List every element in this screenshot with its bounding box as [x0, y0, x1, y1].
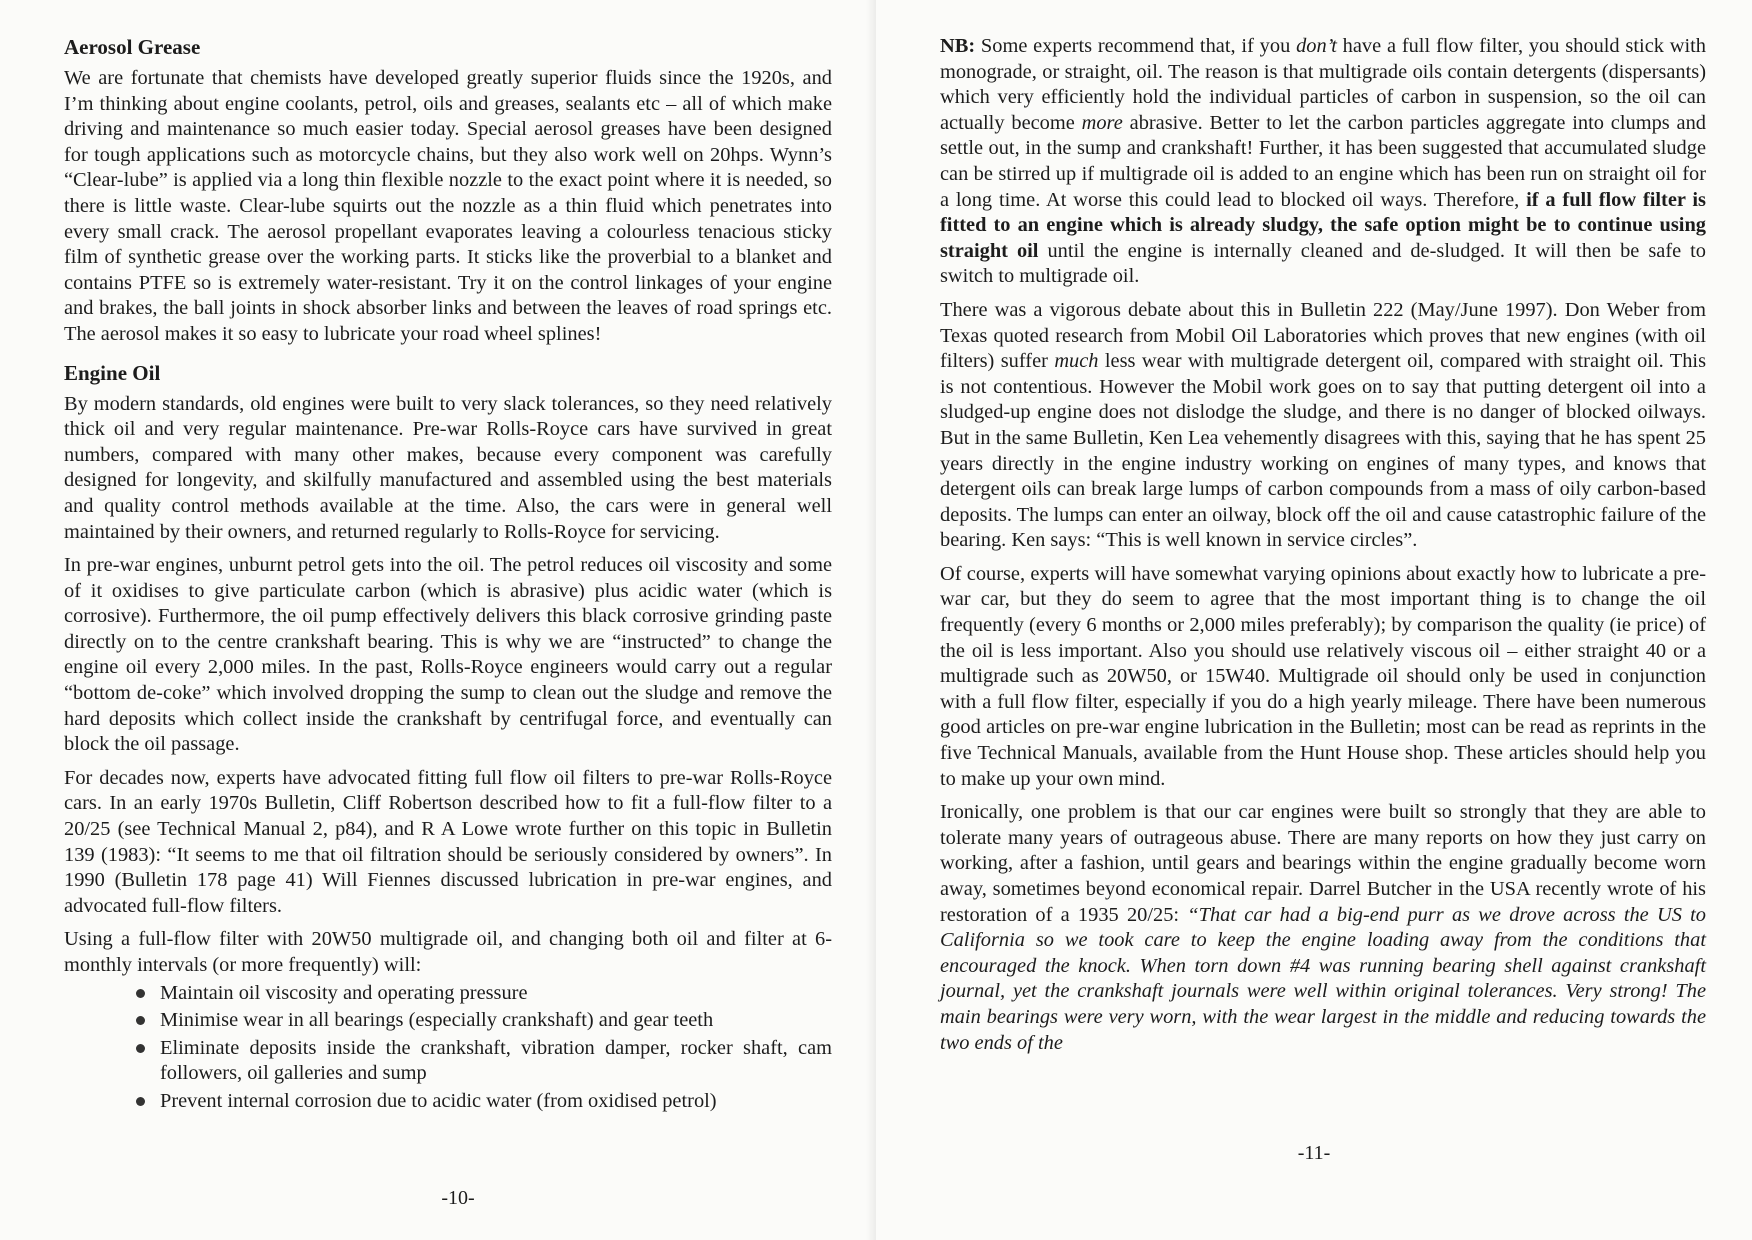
- list-item: [160, 1089, 832, 1115]
- paragraph-engine-oil-1: By modern standards, old engines were built to very slack tolerances, so they need relatively thick oil and very regular maintenance. Pre-war Rolls-Royce cars have survived in great numbers, compared with many other makes, because every component was carefully designed for longevity, and skilfully manufactured and assembled using the best materials and quality control methods available at the time. Also, the cars were in general well maintained by their owners, and returned regularly to Rolls-Royce for servicing.: [64, 392, 832, 543]
- nb-emphasis-2: more: [1081, 111, 1123, 134]
- debate-text-2: less wear with multigrade detergent oil, compared with straight oil. This is not contentious. However the Mobil work goes on to say that putting detergent oil into a sludged-up engine does not dislodge the sludge, and there is no danger of blocked oilways. But in the same Bulletin, Ken Lea vehemently disagrees with this, saying that he has spent 25 years directly in the engine industry working on engines of many types, and knows that detergent oils can break large lumps of carbon compounds from a mass of oily carbon-based deposits. The lumps can enter an oilway, block off the oil and cause catastrophic failure of the bearing. Ken says: “This is well known in service circles”.: [940, 350, 1707, 552]
- page-number: -10-: [441, 1187, 475, 1209]
- debate-text-1: There was a vigorous debate about this in Bulletin 222 (May/June 1997). Don Weber from Texas quoted research from Mobil Oil Laboratories which proves that new engines (with oil filters) suffer: [940, 298, 1706, 373]
- nb-bold-advice: if a full flow filter is fitted to an engine which is already sludgy, the safe option might be to continue using straight oil: [940, 188, 1706, 262]
- list-item: [160, 1036, 832, 1087]
- list-item-text: Minimise wear in all bearings (especially crankshaft) and gear teeth: [160, 1009, 714, 1032]
- debate-emphasis: much: [1054, 350, 1099, 373]
- paragraph-engine-oil-3: For decades now, experts have advocated fitting full flow oil filters to pre-war Rolls-Royce cars. In an early 1970s Bulletin, Cliff Robertson described how to fit a full-flow filter to a 20/25 (see Technical Manual 2, p84), and R A Lowe wrote further on this topic in Bulletin 139 (1983): “It seems to me that oil filtration should be seriously considered by owners”. In 1990 (Bulletin 178 page 41) Will Fiennes discussed lubrication in pre-war engines, and advocated full-flow filters.: [64, 766, 832, 917]
- paragraph-debate: [940, 298, 1706, 554]
- bullet-icon: [136, 1016, 145, 1025]
- paragraph-aerosol-grease: We are fortunate that chemists have developed greatly superior fluids since the 1920s, and I’m thinking about engine coolants, petrol, oils and greases, sealants etc – all of which make driving and maintenance so much easier today. Special aerosol greases have been designed for tough applications such as motorcycle chains, but they also work well on 20hps. Wynn’s “Clear-lube” is applied via a long thin flexible nozzle to the exact point where it is needed, so there is little waste. Clear-lube squirts out the nozzle as a thin fluid which penetrates into every small crack. The aerosol propellant evaporates leaving a colourless tenacious sticky film of synthetic grease over the working parts. It sticks like the proverbial to a blanket and contains PTFE so is extremely water-resistant. Try it on the control linkages of your engine and brakes, the ball joints in shock absorber links and between the leaves of road springs etc. The aerosol makes it so easy to lubricate your road wheel splines!: [64, 67, 832, 345]
- bullet-icon: [136, 1044, 145, 1053]
- right-page: [876, 0, 1752, 1240]
- ironically-text: Ironically, one problem is that our car engines were built so strongly that they are able to tolerate many years of outrageous abuse. There are many reports on how they just carry on working, after a fashion, until gears and bearings within the engine gradually become worn away, sometimes beyond economical repair. Darrel Butcher in the USA recently wrote of his restoration of a 1935 20/25:: [940, 801, 1706, 926]
- paragraph-ironically: [940, 800, 1706, 1056]
- bullet-list: [64, 981, 832, 1115]
- heading-engine-oil: Engine Oil: [64, 360, 161, 385]
- list-item-text: Maintain oil viscosity and operating pressure: [160, 981, 528, 1004]
- nb-text-3: abrasive. Better to let the carbon particles aggregate into clumps and settle out, in the sump and crankshaft! Further, it has been suggested that accumulated sludge can be stirred up if multigrade oil is added to an engine which has been run on straight oil for a long time. At worse this could lead to blocked oil ways. Therefore,: [940, 111, 1706, 211]
- bullet-icon: [136, 1097, 145, 1106]
- nb-text-4: until the engine is internally cleaned and de-sludged. It will then be safe to switch to multigrade oil.: [940, 239, 1706, 288]
- list-item: [160, 1008, 832, 1034]
- paragraph-engine-oil-4: Using a full-flow filter with 20W50 multigrade oil, and changing both oil and filter at 6-monthly intervals (or more frequently) will:: [64, 928, 832, 976]
- paragraph-nb: [940, 34, 1706, 290]
- paragraph-experts: Of course, experts will have somewhat varying opinions about exactly how to lubricate a pre-war car, but they do seem to agree that the most important thing is to change the oil frequently (every 6 months or 2,000 miles preferably); by comparison the quality (ie price) of the oil is less important. Also you should use relatively viscous oil – either straight 40 or a multigrade such as 20W50, or 15W40. Multigrade oil should only be used in conjunction with a full flow filter, especially if you do a high yearly mileage. There have been numerous good articles on pre-war engine lubrication in the Bulletin; most can be read as reprints in the five Technical Manuals, available from the Hunt House shop. These articles should help you to make up your own mind.: [940, 562, 1706, 790]
- paragraph-engine-oil-2: In pre-war engines, unburnt petrol gets into the oil. The petrol reduces oil viscosity and some of it oxidises to give particulate carbon (which is abrasive) plus acidic water (which is corrosive). Furthermore, the oil pump effectively delivers this black corrosive grinding paste directly on to the centre crankshaft bearing. This is why we are “instructed” to change the engine oil every 2,000 miles. In the past, Rolls-Royce engineers would carry out a regular “bottom de-coke” which involved dropping the sump to clean out the sludge and remove the hard deposits which collect inside the crankshaft by centrifugal force, and eventually can block the oil passage.: [64, 554, 832, 756]
- nb-label: NB:: [940, 35, 976, 57]
- bullet-icon: [136, 989, 145, 998]
- list-item: [160, 981, 832, 1007]
- nb-text-2: have a full flow filter, you should stick with monograde, or straight, oil. The reason is that multigrade oils contain detergents (dispersants) which very efficiently hold the individual particles of carbon in suspension, so the oil can actually become: [940, 35, 1706, 134]
- heading-aerosol-grease: Aerosol Grease: [64, 35, 201, 59]
- list-item-text: Eliminate deposits inside the crankshaft, vibration damper, rocker shaft, cam followers, oil galleries and sump: [160, 1036, 832, 1085]
- nb-emphasis-1: don’t: [1296, 35, 1337, 57]
- nb-text-1: Some experts recommend that, if you: [975, 35, 1297, 57]
- list-item-text: Prevent internal corrosion due to acidic water (from oxidised petrol): [160, 1089, 717, 1112]
- ironically-quote: “That car had a big-end purr as we drove across the US to California so we took care to keep the engine loading away from the conditions that encouraged the knock. When torn down #4 was running bearing shell against crankshaft journal, yet the crankshaft journals were well within original tolerances. Very strong! The main bearings were very worn, with the wear largest in the middle and reducing towards the two ends of the: [940, 903, 1706, 1054]
- page-number: -11-: [1297, 1142, 1331, 1164]
